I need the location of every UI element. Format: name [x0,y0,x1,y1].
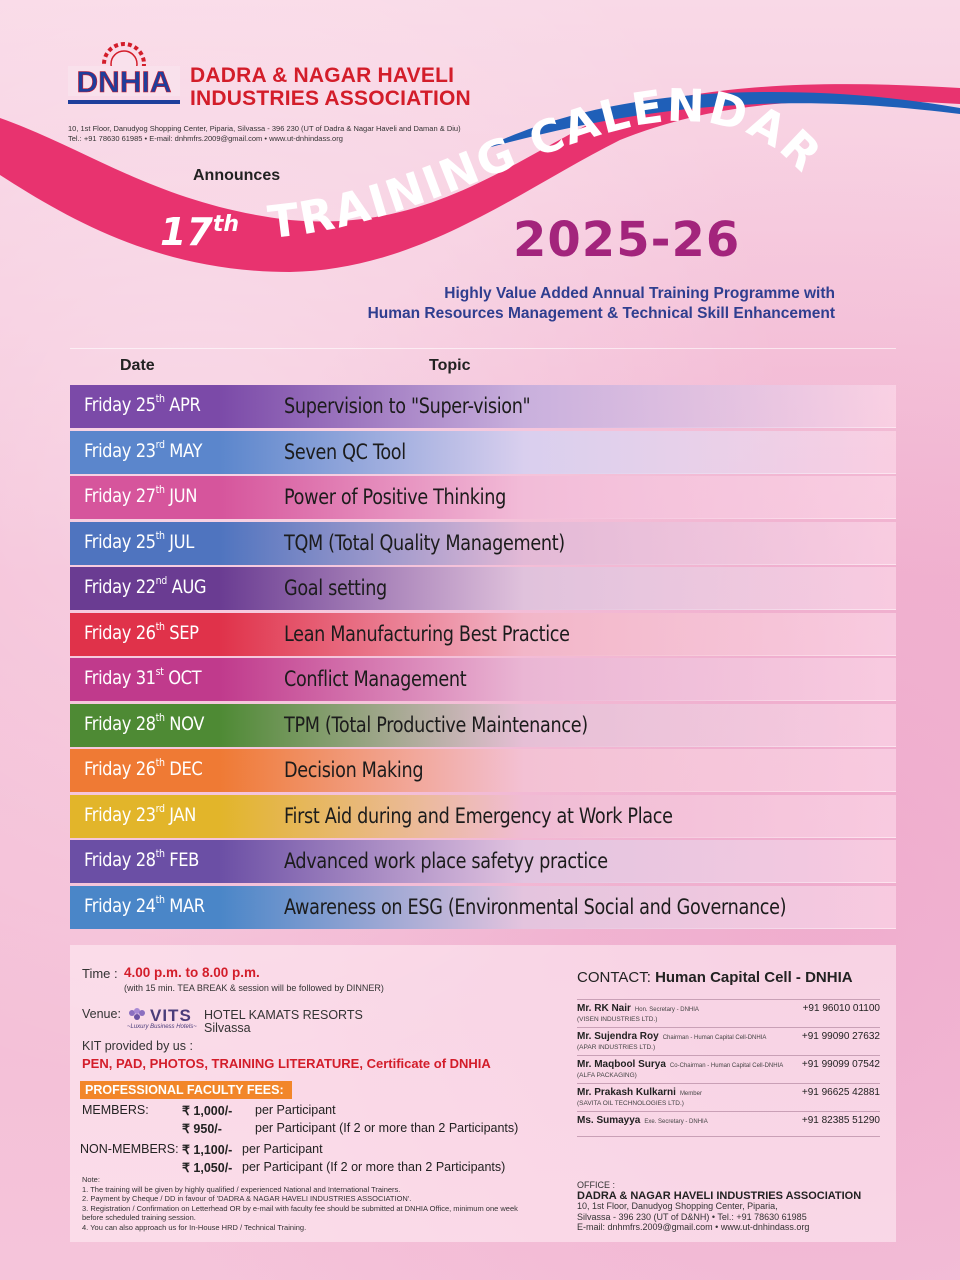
venue-brand-sub: ~Luxury Business Hotels~ [127,1024,197,1030]
row-month: SEP [169,621,199,644]
note-item: 1. The training will be given by highly qualified / experienced National and International Trainers. [82,1184,401,1194]
office-line1: 10, 1st Floor, Danudyog Shopping Center, Piparia, [577,1201,778,1211]
schedule-row [70,385,896,428]
contact-person [577,1083,880,1109]
row-date [84,667,201,689]
nonmember-fee2-text: per Participant (If 2 or more than 2 Participants) [242,1160,506,1174]
contact-role: Hon. Secretary - DNHIA [634,1007,699,1013]
vits-flower-icon [126,1007,148,1023]
row-day: Friday [84,576,131,598]
row-day: Friday [84,621,131,644]
contact-phone: +91 96625 42881 [801,1087,880,1098]
row-day: Friday [84,667,131,689]
row-month: APR [169,394,201,416]
contact-phone: +91 99090 27632 [801,1031,880,1042]
venue-brand: VITS [150,1006,192,1025]
office-line2: Silvassa - 396 230 (UT of D&NH) • Tel.: +91 78630 61985 [577,1211,807,1222]
schedule-row [70,886,896,929]
address-line2: Tel.: +91 78630 61985 • E-mail: dnhmfrs.2009@gmail.com • www.ut-dnhindass.org [68,134,343,143]
row-day: Friday [84,758,131,780]
member-fee1: ₹ 1,000/- [182,1104,233,1118]
notes-title: Note: [82,1175,100,1184]
contact-name-text: Mr. Prakash Kulkarni [577,1087,676,1098]
row-ordinal-suffix: th [155,892,165,906]
contact-name [577,1087,702,1098]
row-day-number: 28 [135,849,156,871]
members-label: MEMBERS: [82,1103,149,1117]
row-ordinal-suffix: nd [155,574,167,587]
row-date [84,576,206,598]
row-day: Friday [84,530,131,553]
title-banner [0,80,960,300]
row-topic: Decision Making [284,758,424,782]
row-topic: Supervision to "Super-vision" [284,394,531,418]
org-name-line1: DADRA & NAGAR HAVELI [190,64,455,87]
note-item: 3. Registration / Confirmation on Letterhead OR by e-mail with faculty fee should be submitted at DNHIA Office, minimum one week [82,1203,518,1213]
row-date [84,485,197,507]
org-name-line2: INDUSTRIES ASSOCIATION [190,87,471,110]
row-day: Friday [84,712,131,735]
contact-name [577,1003,699,1014]
office-line3: E-mail: dnhmfrs.2009@gmail.com • www.ut-dnhindass.org [577,1222,810,1232]
kit-label: KIT provided by us : [82,1039,193,1053]
row-day-number: 22 [135,576,156,598]
note-item: 2. Payment by Cheque / DD in favour of 'DADRA & NAGAR HAVELI INDUSTRIES ASSOCIATION'. [82,1194,412,1204]
row-topic: TQM (Total Quality Management) [284,530,565,555]
row-month: MAR [169,894,205,917]
contact-phone: +91 99099 07542 [801,1059,880,1070]
contact-person [577,1055,880,1081]
contact-person [577,1111,880,1137]
contact-company: (APAR INDUSTRIES LTD.) [577,1044,656,1051]
row-month: DEC [169,758,203,780]
nonmember-fee2: ₹ 1,050/- [182,1161,233,1175]
contact-phone: +91 82385 51290 [801,1115,880,1126]
contact-prefix: CONTACT: [577,969,651,986]
row-topic: Advanced work place safetyy practice [284,849,608,873]
schedule-row [70,613,896,656]
announces-text: Announces [193,167,281,184]
contact-person [577,999,880,1025]
contact-role: Member [679,1091,702,1097]
contact-role: Exe. Secretary - DNHIA [644,1119,708,1125]
schedule-row [70,840,896,883]
schedule-row [70,522,896,565]
row-ordinal-suffix: th [155,528,165,542]
row-day: Friday [84,394,131,416]
row-topic: First Aid during and Emergency at Work Place [284,803,673,828]
row-month: JUN [169,485,198,507]
contact-name-text: Ms. Sumayya [577,1115,641,1126]
training-schedule [70,385,896,931]
notes [82,1175,572,1233]
contact-phone: +91 96010 01100 [802,1003,880,1014]
contact-company: (SAVITA OIL TECHNOLOGIES LTD.) [577,1100,684,1107]
row-month: JUL [169,530,194,553]
schedule-row [70,658,896,701]
contact-company: (ALFA PACKAGING) [577,1072,637,1079]
contact-name [577,1031,766,1042]
venue-city: Silvassa [204,1021,251,1035]
row-topic: Power of Positive Thinking [284,485,506,509]
nonmembers-label: NON-MEMBERS: [80,1142,179,1156]
contact-role: Co-Chairman - Human Capital Cell-DNHIA [669,1063,784,1069]
row-day: Friday [84,803,131,826]
time-note: (with 15 min. TEA BREAK & session will be followed by DINNER) [124,983,384,993]
contact-name-text: Mr. Maqbool Surya [577,1059,666,1070]
office-label: OFFICE : [577,1180,615,1190]
row-month: AUG [171,576,207,598]
schedule-row [70,431,896,474]
date-column-header: Date [120,357,155,374]
subtitle-line1: Highly Value Added Annual Training Programme with [444,285,835,302]
row-day: Friday [84,894,131,917]
contact-person [577,1027,880,1053]
time-value: 4.00 p.m. to 8.00 p.m. [124,965,260,980]
row-date [84,394,200,416]
time-label: Time : [82,966,118,981]
row-ordinal-suffix: rd [155,801,165,815]
row-ordinal-suffix: rd [155,437,165,451]
row-day-number: 23 [135,803,156,826]
row-ordinal-suffix: st [155,665,164,678]
address-line1: 10, 1st Floor, Danudyog Shopping Center, Piparia, Silvassa - 396 230 (UT of Dadra & Nagar Haveli and Daman & Diu) [68,124,461,133]
row-day-number: 25 [135,394,156,416]
note-item: 4. You can also approach us for In-House HRD / Technical Training. [82,1222,307,1232]
contact-main: Human Capital Cell - DNHIA [655,969,853,986]
row-topic: Seven QC Tool [284,439,406,464]
row-ordinal-suffix: th [155,710,165,724]
row-day: Friday [84,439,131,462]
contact-role: Chairman - Human Capital Cell-DNHIA [662,1035,767,1041]
row-day: Friday [84,485,131,507]
title-ordinal: 17th [160,210,240,254]
venue-name: HOTEL KAMATS RESORTS [204,1008,363,1022]
contact-title [577,969,853,986]
row-day-number: 26 [135,621,156,644]
office-block [577,1180,897,1233]
member-fee1-text: per Participant [255,1103,336,1117]
row-date [84,710,204,735]
contact-name [577,1115,708,1126]
subtitle-line2: Human Resources Management & Technical Skill Enhancement [367,305,835,322]
topic-column-header: Topic [429,357,471,374]
contact-name [577,1059,783,1070]
schedule-row [70,476,896,519]
row-ordinal-suffix: th [155,756,165,769]
row-day-number: 26 [135,758,156,780]
contact-name-text: Mr. RK Nair [577,1003,631,1014]
title-text: TRAINING CALENDAR [265,80,833,250]
office-name: DADRA & NAGAR HAVELI INDUSTRIES ASSOCIATION [577,1189,862,1202]
year-text: 2025-26 [513,212,741,268]
row-month: FEB [169,849,199,871]
kit-items: PEN, PAD, PHOTOS, TRAINING LITERATURE, Certificate of DNHIA [82,1056,491,1071]
row-month: OCT [168,667,202,689]
nonmember-fee1-text: per Participant [242,1142,323,1156]
row-topic: Awareness on ESG (Environmental Social and Governance) [284,894,787,919]
member-fee2: ₹ 950/- [182,1122,222,1136]
fees-title: PROFESSIONAL FACULTY FEES: [80,1081,292,1099]
row-month: JAN [169,803,196,826]
row-month: NOV [169,712,204,735]
row-day: Friday [84,849,131,871]
row-topic: Goal setting [284,576,387,600]
row-topic: TPM (Total Productive Maintenance) [284,712,588,737]
contact-company: (VISEN INDUSTRIES LTD.) [577,1016,658,1023]
row-topic: Lean Manufacturing Best Practice [284,621,570,646]
row-day-number: 24 [135,894,156,917]
row-date [84,758,202,780]
logo-text: DNHIA [76,66,172,99]
schedule-row [70,795,896,838]
row-month: MAY [169,439,203,462]
row-topic: Conflict Management [284,667,467,691]
row-date [84,801,196,826]
contact-name-text: Mr. Sujendra Roy [577,1031,659,1042]
row-day-number: 31 [135,667,156,689]
table-header [70,348,896,384]
schedule-row [70,704,896,747]
row-day-number: 27 [135,485,156,507]
row-date [84,437,203,462]
note-item: before scheduled training session. [82,1213,196,1223]
row-day-number: 28 [135,712,156,735]
member-fee2-text: per Participant (If 2 or more than 2 Participants) [255,1121,519,1135]
row-ordinal-suffix: th [155,847,165,860]
row-date [84,892,205,917]
nonmember-fee1: ₹ 1,100/- [182,1143,233,1157]
row-date [84,849,199,871]
row-date [84,619,199,644]
row-day-number: 23 [135,439,156,462]
row-ordinal-suffix: th [155,619,165,633]
subtitle [368,284,835,324]
row-ordinal-suffix: th [155,392,165,405]
row-date [84,528,194,553]
row-ordinal-suffix: th [155,483,165,496]
schedule-row [70,749,896,792]
venue-label: Venue: [82,1007,121,1021]
row-day-number: 25 [135,530,156,553]
schedule-row [70,567,896,610]
